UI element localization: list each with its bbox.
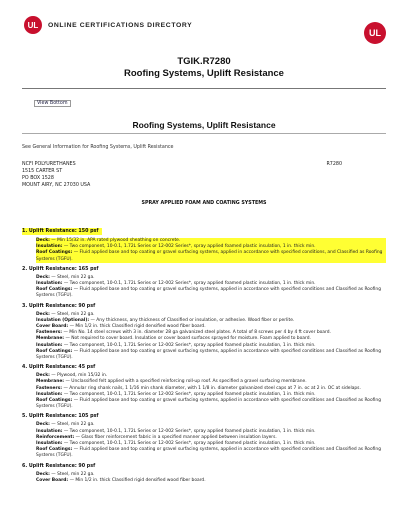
uplift-item-body <box>36 238 386 263</box>
component-line <box>36 349 386 361</box>
component-value: — Fluid applied base and top coating or gravel surfacing systems, applied in accordance with specified conditions and Classified as Roofing Systems (TGFU). <box>36 287 382 299</box>
component-value: — Min 15/32 in. APA rated plywood sheathing on concrete. <box>49 238 181 243</box>
company-pobox: PO BOX 1528 <box>22 176 54 181</box>
category-code: TGIK.R7280 <box>177 56 231 67</box>
component-value: — Min 1/2 in. thick Classified rigid densified wood fiber board. <box>68 324 206 330</box>
general-info-link[interactable]: See General Information for Roofing Systems, Uplift Resistance <box>22 145 174 150</box>
file-number: R7280 <box>326 162 342 167</box>
uplift-item <box>22 364 386 410</box>
uplift-item-label: 5. Uplift Resistance: 105 psf <box>22 414 99 420</box>
uplift-item <box>22 303 386 362</box>
divider <box>22 133 386 134</box>
component-key: Insulation: <box>36 391 63 397</box>
component-key: Reinforcement: <box>36 434 75 440</box>
uplift-item-label: 3. Uplift Resistance: 90 psf <box>22 303 96 309</box>
component-value: — Steel, min 22 ga. <box>49 471 95 477</box>
directory-header <box>24 14 386 36</box>
component-value: — Steel, min 22 ga. <box>49 274 95 280</box>
component-value: — Steel, min 22 ga. <box>49 422 95 428</box>
component-value: — Fluid applied base and top coating or gravel surfacing systems, applied in accordance with specified conditions, and Classified as Roofing Systems (TGFU). <box>36 250 383 262</box>
company-street: 1515 CARTER ST <box>22 169 63 174</box>
component-key: Fasteners: <box>36 330 63 336</box>
component-key: Insulation: <box>36 428 63 434</box>
component-value: — Not required to cover board. Insulation or cover board surfaces sprayed for moisture. Foam applied to board. <box>64 336 311 342</box>
component-key: Insulation: <box>36 244 63 250</box>
uplift-item-label: 1. Uplift Resistance: 150 psf <box>22 228 102 235</box>
uplift-item-body <box>36 312 386 362</box>
component-value: — Glass fiber reinforcement fabric in a specified manner applied between insulation layers. <box>74 434 277 440</box>
component-key: Fasteners: <box>36 385 63 391</box>
component-key: Deck: <box>36 311 50 317</box>
uplift-item-label: 2. Uplift Resistance: 165 psf <box>22 266 99 272</box>
uplift-item-body <box>36 275 386 300</box>
component-value: — Min No. 14 steel screws with 3 in. diameter 28 ga galvanized steel plates. A total of 8 screws per 4 by 4 ft cover board. <box>62 330 331 336</box>
component-key: Roof Coatings: <box>36 447 73 453</box>
component-key: Roof Coatings: <box>36 287 73 293</box>
uplift-item <box>22 463 386 484</box>
component-value: — Min 1/2 in. thick Classified rigid densified wood fiber board. <box>68 477 206 483</box>
component-value: — Two component, 10-0.1, 1.72L Series or 12-002 Series*, spray applied foamed plastic insulation, 1 in. thick min. <box>62 391 316 397</box>
component-key: Cover Board: <box>36 477 69 483</box>
component-value: — Fluid applied base and top coating or gravel surfacing systems, applied in accordance with specified conditions and Classified as Roofing Systems (TGFU). <box>36 348 382 361</box>
component-key: Cover Board: <box>36 324 69 330</box>
uplift-item <box>22 413 386 459</box>
component-value: — Fluid applied base and top coating or gravel surfacing systems, applied in accordance with specified conditions and Classified as Roofing Systems (TGFU). <box>36 398 382 410</box>
component-value: — Two component, 10-0.1, 1.72L Series or 12-002 Series*, spray applied foamed plastic insulation, 1 in. thick min. <box>62 342 316 348</box>
component-key: Membrane: <box>36 336 65 342</box>
component-value: — Annular ring shank nails, 1 1/16 min shank diameter, with 1 1/8 in. diameter galvanized steel caps at 7 in. oc at 2 in. OC at sidelaps. <box>62 385 361 391</box>
component-key: Deck: <box>36 422 50 428</box>
uplift-item-body <box>36 422 386 459</box>
component-key: Roof Coatings: <box>36 398 73 404</box>
uplift-item <box>22 217 386 263</box>
component-line <box>36 287 386 299</box>
component-line <box>36 250 386 262</box>
component-value: — Any thickness, any thickness of Classified or insulation, or adhesive. Wood fiber or perlite. <box>89 317 295 323</box>
component-value: — Fluid applied base and top coating or gravel surfacing systems, applied in accordance with specified conditions and Classified as Roofing Systems (TGFU). <box>36 447 382 459</box>
component-key: Deck: <box>36 471 50 477</box>
component-key: Roof Coatings: <box>36 348 73 354</box>
component-value: — Two component, 10-0.1, 1.72L Series or 12-002 Series*, spray applied foamed plastic insulation, 1 in. thick min. <box>62 244 316 250</box>
uplift-item-body <box>36 472 386 484</box>
company-name: NCFI POLYURETHANES <box>22 162 76 167</box>
component-key: Insulation: <box>36 281 63 287</box>
uplift-items <box>22 217 386 484</box>
ul-mark-icon: UL <box>364 22 386 44</box>
component-line <box>36 478 386 484</box>
company-block <box>22 161 386 189</box>
systems-title: SPRAY APPLIED FOAM AND COATING SYSTEMS <box>141 201 267 206</box>
component-key: Insulation: <box>36 441 63 447</box>
ul-logo-icon: UL <box>24 16 42 34</box>
component-value: — Two component, 10-0.1, 1.72L Series or 12-002 Series*, spray applied foamed plastic insulation, 1 in. thick min. <box>62 428 316 434</box>
uplift-item <box>22 266 386 300</box>
component-key: Deck: <box>36 274 50 280</box>
uplift-item-label: 6. Uplift Resistance: 90 psf <box>22 463 96 469</box>
category-name: Roofing Systems, Uplift Resistance <box>124 68 284 79</box>
uplift-item-body <box>36 373 386 410</box>
component-line <box>36 447 386 459</box>
component-key: Roof Coatings: <box>36 250 73 256</box>
section-heading: Roofing Systems, Uplift Resistance <box>132 120 276 130</box>
component-value: — Two component, 10-0.1, 1.72L Series or 12-002 Series*, spray applied foamed plastic insulation, 1 in. thick min. <box>62 281 316 287</box>
component-key: Deck: <box>36 373 50 379</box>
uplift-item-label: 4. Uplift Resistance: 45 psf <box>22 365 96 371</box>
divider <box>22 88 386 89</box>
component-line <box>36 398 386 410</box>
view-bottom-link[interactable]: View Bottom <box>34 100 71 107</box>
component-value: — Two component, 10-0.1, 1.72L Series or 12-002 Series*, spray applied foamed plastic insulation, 1 in. thick min. <box>62 441 316 447</box>
component-value: — Unclassified felt applied with a specified reinforcing roll-up roof. As specified a gravel surfacing membrane. <box>64 379 307 385</box>
component-value: — Steel, min 22 ga. <box>49 311 95 317</box>
company-city: MOUNT AIRY, NC 27030 USA <box>22 183 91 188</box>
component-value: — Plywood, min 15/32 in. <box>49 373 108 379</box>
component-key: Deck: <box>36 238 50 243</box>
company-address <box>22 161 90 189</box>
component-key: Insulation: <box>36 342 63 348</box>
directory-title: ONLINE CERTIFICATIONS DIRECTORY <box>48 21 193 29</box>
component-key: Insulation (Optional): <box>36 317 90 323</box>
component-key: Membrane: <box>36 379 65 385</box>
